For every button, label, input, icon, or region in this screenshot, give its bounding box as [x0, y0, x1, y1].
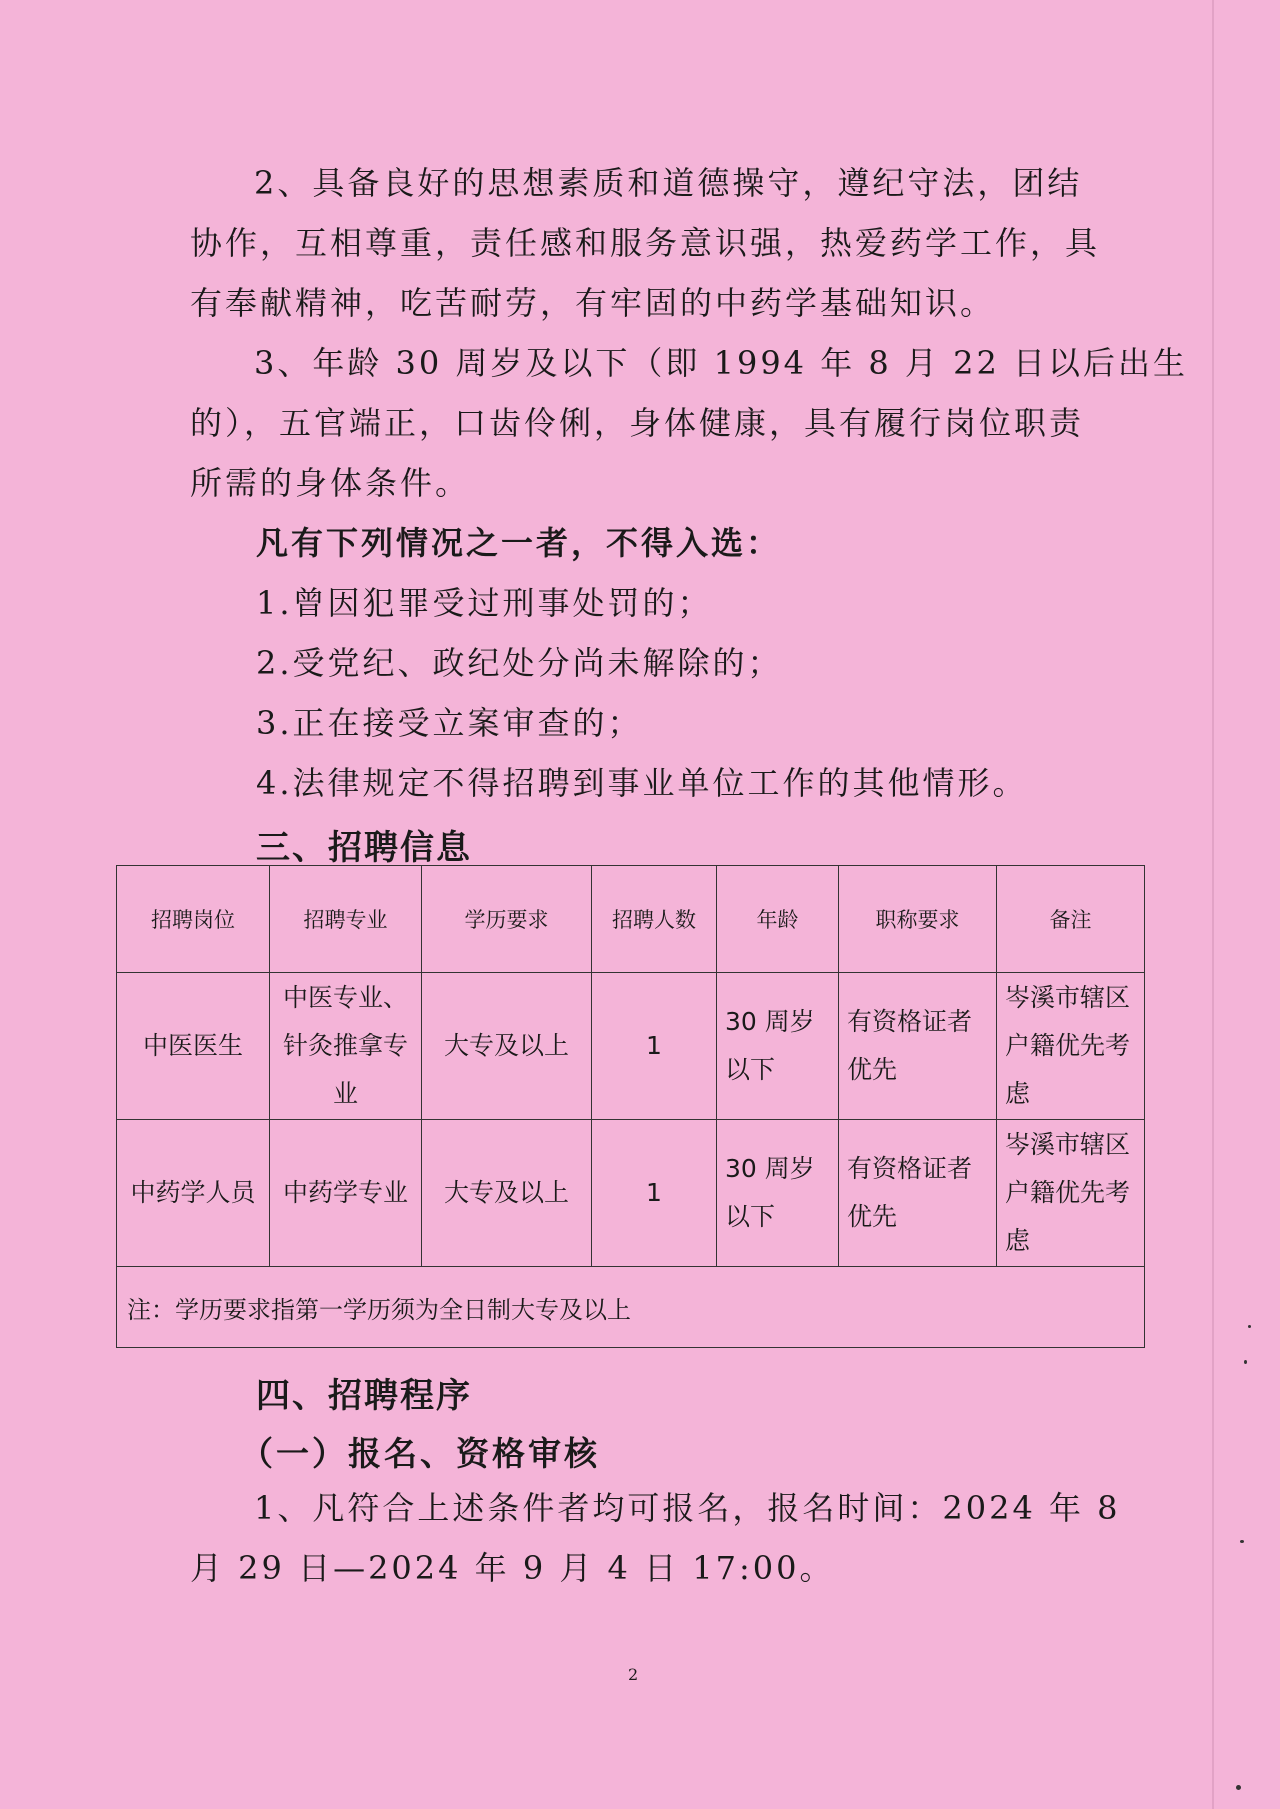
text-line: 3、年龄 30 周岁及以下（即 1994 年 8 月 22 日以后出生 — [254, 344, 1188, 382]
scan-speck — [1248, 1325, 1251, 1328]
requirement-paragraph-2 — [190, 153, 1101, 333]
table-note: 注：学历要求指第一学历须为全日制大专及以上 — [117, 1267, 1145, 1348]
recruitment-table — [116, 865, 1145, 1348]
text-line: 所需的身体条件。 — [190, 464, 471, 502]
page-number: 2 — [628, 1665, 639, 1684]
requirement-paragraph-3 — [190, 333, 1188, 513]
scan-speck — [1244, 1360, 1247, 1364]
cell-count: 1 — [592, 973, 717, 1120]
cell-age: 30 周岁以下 — [717, 1120, 839, 1267]
header-remarks: 备注 — [997, 866, 1145, 973]
header-title-req: 职称要求 — [839, 866, 997, 973]
table-row — [117, 973, 1145, 1120]
scan-speck — [1240, 1540, 1244, 1543]
scan-speck — [1236, 1785, 1241, 1790]
header-age: 年龄 — [717, 866, 839, 973]
text-line: 2、具备良好的思想素质和道德操守，遵纪守法，团结 — [254, 164, 1083, 202]
section-4-heading: 四、招聘程序 — [256, 1376, 472, 1416]
cell-age: 30 周岁以下 — [717, 973, 839, 1120]
exclusion-title: 凡有下列情况之一者，不得入选： — [256, 524, 782, 562]
header-education: 学历要求 — [422, 866, 592, 973]
cell-education: 大专及以上 — [422, 1120, 592, 1267]
text-line: 协作，互相尊重，责任感和服务意识强，热爱药学工作，具 — [190, 224, 1101, 262]
cell-remarks: 岑溪市辖区户籍优先考虑 — [997, 973, 1145, 1120]
text-line: 有奉献精神，吃苦耐劳，有牢固的中药学基础知识。 — [190, 284, 996, 322]
table-row — [117, 1120, 1145, 1267]
cell-count: 1 — [592, 1120, 717, 1267]
subsection-1-heading: （一）报名、资格审核 — [240, 1434, 600, 1473]
registration-paragraph — [190, 1478, 1121, 1598]
table-header-row — [117, 866, 1145, 973]
cell-title-req: 有资格证者优先 — [839, 1120, 997, 1267]
text-line: 1、凡符合上述条件者均可报名，报名时间：2024 年 8 — [254, 1489, 1121, 1527]
exclusion-item-4: 4.法律规定不得招聘到事业单位工作的其他情形。 — [256, 764, 1028, 802]
text-line: 的），五官端正，口齿伶俐，身体健康，具有履行岗位职责 — [190, 404, 1085, 442]
cell-education: 大专及以上 — [422, 973, 592, 1120]
cell-remarks: 岑溪市辖区户籍优先考虑 — [997, 1120, 1145, 1267]
cell-major: 中医专业、针灸推拿专业 — [270, 973, 422, 1120]
exclusion-item-1: 1.曾因犯罪受过刑事处罚的； — [256, 584, 713, 622]
cell-major: 中药学专业 — [270, 1120, 422, 1267]
exclusion-item-2: 2.受党纪、政纪处分尚未解除的； — [256, 644, 783, 682]
section-3-heading: 三、招聘信息 — [256, 828, 472, 868]
exclusion-item-3: 3.正在接受立案审查的； — [256, 704, 643, 742]
cell-position: 中医医生 — [117, 973, 270, 1120]
page-edge-line — [1212, 0, 1214, 1809]
cell-title-req: 有资格证者优先 — [839, 973, 997, 1120]
header-count: 招聘人数 — [592, 866, 717, 973]
table-note-row — [117, 1267, 1145, 1348]
cell-position: 中药学人员 — [117, 1120, 270, 1267]
text-line: 月 29 日—2024 年 9 月 4 日 17:00。 — [190, 1549, 835, 1587]
header-position: 招聘岗位 — [117, 866, 270, 973]
header-major: 招聘专业 — [270, 866, 422, 973]
